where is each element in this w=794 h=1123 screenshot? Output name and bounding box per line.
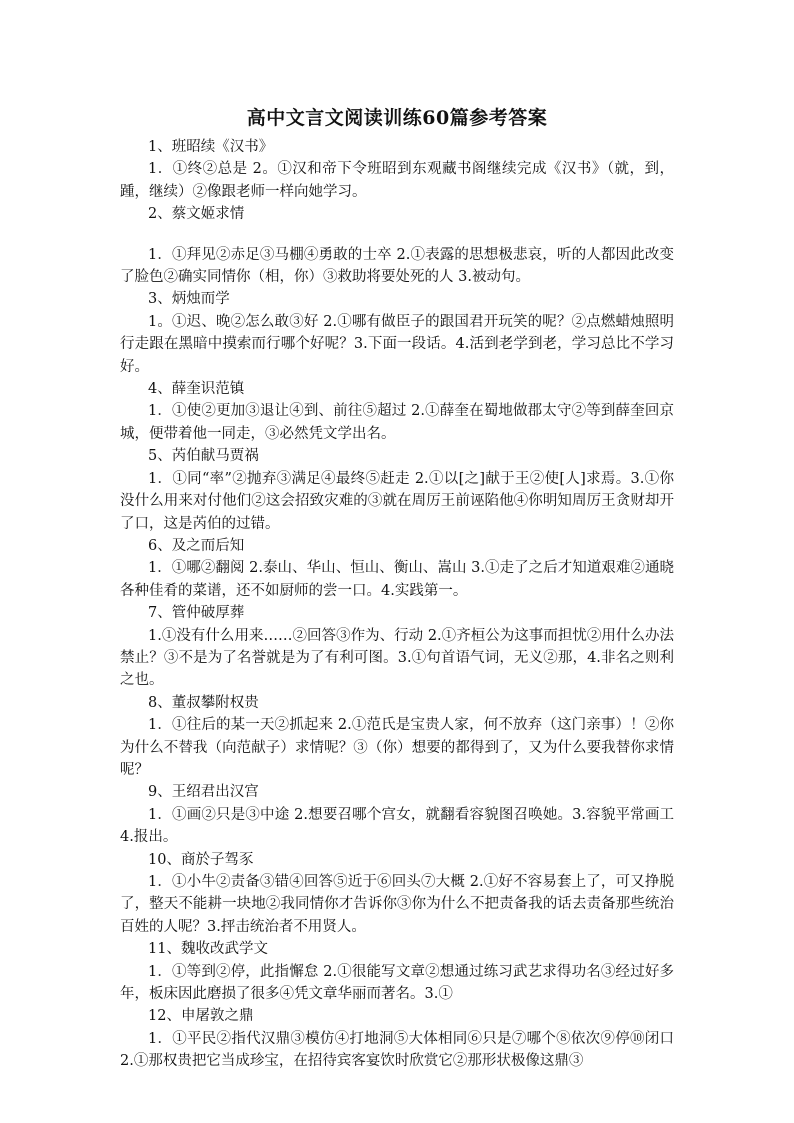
section-heading: 10、商於子驾豕 xyxy=(148,851,254,868)
answer-section xyxy=(120,1005,674,1072)
answer-section xyxy=(120,535,674,602)
answer-section xyxy=(120,445,674,535)
answer-section xyxy=(120,136,674,203)
section-answer: 1.①没有什么用来……②回答③作为、行动 2.①齐桓公为这事而担忧②用什么办法禁止？③不是为了名誉就是为了有利可图。3.①句首语气词，无义②那，4.非名之则利之也。 xyxy=(120,627,674,689)
section-heading: 4、薛奎识范镇 xyxy=(148,381,245,398)
section-heading: 3、炳烛而学 xyxy=(148,291,230,308)
section-answer: 1．①平民②指代汉鼎③模仿④打地洞⑤大体相同⑥只是⑦哪个⑧依次⑨停⑩闭口 2.①那权贵把它当成珍宝，在招待宾客宴饮时欣赏它②那形状极像这鼎③ xyxy=(120,1030,674,1070)
section-answer: 1．①往后的某一天②抓起来 2.①范氏是宝贵人家，何不放弃（这门亲事）！②你为什么不替我（向范献子）求情呢？③（你）想要的都得到了，又为什么要我替你求情呢？ xyxy=(120,717,674,778)
blank-gap xyxy=(120,226,674,244)
section-heading: 1、班昭续《汉书》 xyxy=(148,139,274,155)
answer-section xyxy=(120,781,674,848)
section-heading: 8、董叔攀附权贵 xyxy=(148,694,259,711)
answer-section xyxy=(120,378,674,445)
section-heading: 5、芮伯献马贾祸 xyxy=(148,448,259,465)
document-title: 高中文言文阅读训练60篇参考答案 xyxy=(246,107,548,129)
section-heading: 7、管仲破厚葬 xyxy=(148,605,245,622)
section-heading: 6、及之而后知 xyxy=(148,537,245,554)
section-answer: 1．①同“率”②抛弃③满足④最终⑤赶走 2.①以[之]献于王②使[人]求焉。3.①你没什么用来对付他们②这会招致灾难的③就在周厉王前诬陷他④你明知周厉王贪财却开了口，这是芮伯的过错。 xyxy=(120,470,674,532)
answer-section xyxy=(120,849,674,939)
answer-section xyxy=(120,692,674,782)
section-heading: 11、魏收改武学文 xyxy=(148,941,268,958)
section-answer: 1．①等到②停，此指懈怠 2.①很能写文章②想通过练习武艺求得功名③经过好多年，板床因此磨损了很多④凭文章华丽而著名。3.① xyxy=(120,963,674,1003)
section-answer: 1．①终②总是 2。①汉和帝下令班昭到东观藏书阁继续完成《汉书》（就，到，踵，继续）②像跟老师一样向她学习。 xyxy=(120,161,674,200)
section-heading: 12、申屠敦之鼎 xyxy=(148,1008,254,1025)
section-heading: 9、王绍君出汉宫 xyxy=(148,784,259,801)
section-answer: 1。①迟、晚②怎么敢③好 2.①哪有做臣子的跟国君开玩笑的呢？②点燃蜡烛照明行走跟在黑暗中摸索而行哪个好呢？3.下面一段话。4.活到老学到老，学习总比不学习好。 xyxy=(120,313,674,375)
answer-section xyxy=(120,938,674,1005)
answer-section xyxy=(120,288,674,378)
section-answer: 1．①使②更加③退让④到、前往⑤超过 2.①薛奎在蜀地做郡太守②等到薛奎回京城，便带着他一同走，③必然凭文学出名。 xyxy=(120,403,674,442)
section-answer: 1．①小牛②责备③错④回答⑤近于⑥回头⑦大概 2.①好不容易套上了，可又挣脱了，整天不能耕一块地②我同情你才告诉你③你为什么不把责备我的话去责备那些统治百姓的人呢？3.抨击统治者不用贤人。 xyxy=(120,874,674,935)
section-answer: 1．①拜见②赤足③马棚④勇敢的士卒 2.①表露的思想极悲哀，听的人都因此改变了脸色②确实同情你（相，你）③救助将要处死的人 3.被动句。 xyxy=(120,246,674,286)
section-answer: 1．①哪②翻阅 2.泰山、华山、恒山、衡山、嵩山 3.①走了之后才知道艰难②通晓各种佳肴的菜谱，还不如厨师的尝一口。4.实践第一。 xyxy=(120,560,674,599)
answer-list xyxy=(120,136,674,1073)
section-heading: 2、蔡文姬求情 xyxy=(148,206,245,223)
section-answer: 1．①画②只是③中途 2.想要召哪个宫女，就翻看容貌图召唤她。3.容貌平常画工 4.报出。 xyxy=(120,806,674,846)
answer-section xyxy=(120,602,674,692)
answer-section xyxy=(120,203,674,288)
